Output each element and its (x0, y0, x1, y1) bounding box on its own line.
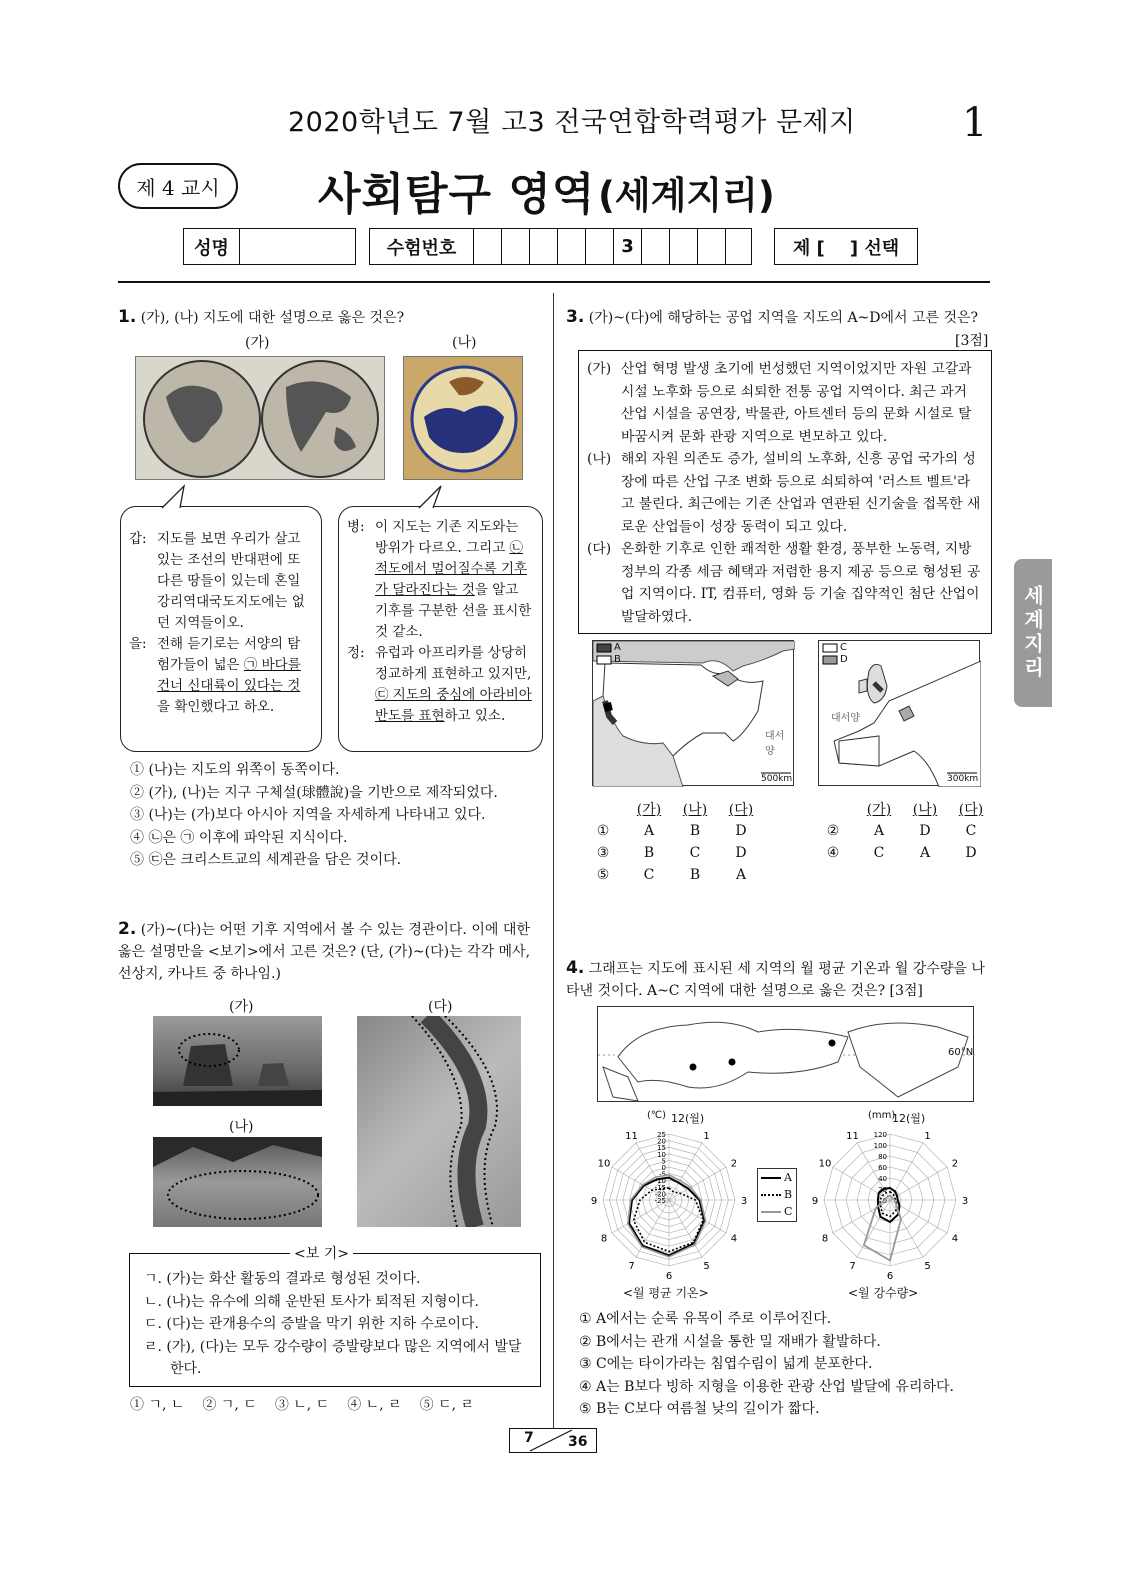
q2-qanat-photo (357, 1016, 521, 1227)
exam-digit-fixed: 3 (614, 229, 642, 264)
q1-option-4[interactable]: ④ ㉡은 ㉠ 이후에 파악된 지식이다. (130, 829, 348, 846)
circular-map-graphic (404, 357, 524, 481)
month-label: 5 (703, 1260, 710, 1272)
answer-cell: A (735, 867, 747, 883)
answer-cell: C (873, 845, 885, 861)
exam-digit-cell[interactable] (474, 229, 502, 264)
legend-b-label: B (614, 654, 621, 665)
q1-options (130, 759, 550, 872)
name-label: 성명 (184, 229, 240, 264)
precip-unit: (mm) (868, 1110, 896, 1121)
col-ga: (가) (866, 802, 892, 818)
q3-option-5[interactable]: ⑤ (596, 867, 610, 883)
exam-digit-cell[interactable] (558, 229, 586, 264)
q3-answer-grid (580, 798, 1000, 886)
q3-europe-map (818, 640, 980, 786)
q4-temp-chart (587, 1108, 757, 1304)
bogi-item-2: ㄴ. (나)는 유수에 의해 운반된 토사가 퇴적된 지형이다. (144, 1293, 479, 1310)
byeong-underlined: ㉡ 적도에서 멀어질수록 기후가 달라진다는 것 (375, 540, 528, 598)
tick-label: -25 (654, 1197, 666, 1205)
q1-option-2[interactable]: ② (가), (나)는 지구 구체설(球體說)을 기반으로 제작되었다. (130, 784, 498, 801)
q3-box-text-na: 해외 자원 의존도 증가, 설비의 노후화, 신흥 공업 국가의 성장에 따른 산업 구조 변화 등으로 쇠퇴하여 '러스트 벨트'라고 불린다. 최근에는 기존 산업과 연관된 신기술을 접목한 새로운 산업들이 성장 동력이 되고 있다. (621, 451, 981, 535)
month-label: 3 (961, 1196, 969, 1207)
radar-spoke (890, 1200, 923, 1257)
tick-label: 5 (661, 1157, 666, 1166)
month-label: 8 (821, 1233, 829, 1245)
month-label: 1 (924, 1131, 931, 1143)
q3-box-text-ga: 산업 혁명 발생 초기에 번성했던 지역이었지만 자원 고갈과 시설 노후화 등으로 쇠퇴한 전통 공업 지역이다. 최근 과거 산업 시설을 공연장, 박물관, 아트센터 등의 문화 시설로 탈바꿈시켜 문화 관광 지역으로 변모하고 있다. (621, 361, 972, 445)
month-label: 7 (849, 1260, 856, 1272)
usa-map-graphic (593, 641, 795, 787)
q3-box-label-da: (다) (587, 541, 612, 557)
q2-option-5[interactable]: ⑤ ㄷ, ㄹ (419, 1397, 475, 1413)
subject-title: 사회탐구 영역 (318, 169, 596, 220)
exam-number-label: 수험번호 (370, 229, 474, 264)
col-da: (다) (728, 802, 754, 818)
month-label: 10 (597, 1158, 611, 1170)
name-field[interactable] (240, 229, 355, 264)
page-indicator (509, 1428, 597, 1453)
europe-ocean-label: 대서양 (831, 713, 860, 724)
q2-options (130, 1394, 474, 1417)
bogi-item-3: ㄷ. (다)는 관개용수의 증발을 막기 위한 지하 수로이다. (144, 1316, 479, 1332)
q1-dialogue-right (338, 506, 543, 752)
exam-digit-cell[interactable] (586, 229, 614, 264)
q3-box-text-da: 온화한 기후로 인한 쾌적한 생활 환경, 풍부한 노동력, 지방 정부의 각종 세금 혜택과 저렴한 용지 제공 등으로 형성된 공업 지역이다. IT, 컴퓨터, 영화 등 기술 집약적인 첨단 산업이 발달하였다. (621, 541, 981, 625)
tick-label: -15 (654, 1183, 666, 1192)
q1-dialogue-left (120, 506, 322, 752)
q4-stem (566, 957, 996, 1002)
bubble-tail-left (160, 484, 190, 510)
legend-b: B (784, 1188, 793, 1201)
tick-label: 40 (878, 1175, 887, 1183)
tick-label: 15 (657, 1144, 666, 1153)
exam-digit-cell[interactable] (670, 229, 698, 264)
answer-cell: D (735, 823, 747, 839)
tick-label: 0 (882, 1197, 887, 1205)
q3-option-4[interactable]: ④ (826, 845, 840, 861)
month-label: 2 (951, 1158, 959, 1170)
q1-circular-map-image (403, 356, 523, 480)
answer-cell: D (919, 823, 931, 839)
temp-top-month: 12(월) (671, 1112, 705, 1125)
q4-world-map (597, 1006, 974, 1102)
tick-label: 100 (873, 1142, 887, 1150)
q4-option-2[interactable]: ② B에서는 관개 시설을 통한 밀 재배가 활발하다. (579, 1333, 881, 1350)
total-pages: 36 (568, 1434, 588, 1450)
eul-text-2: 을 확인했다고 하오. (157, 699, 275, 715)
tick-label: 20 (657, 1137, 666, 1146)
q3-stem-text: (가)~(다)에 해당하는 공업 지역을 지도의 A~D에서 고른 것은? (588, 310, 979, 326)
bubble-tail-right (415, 484, 445, 510)
tick-label: 60 (878, 1164, 887, 1172)
speaker-gap: 갑: (129, 531, 147, 547)
subject-subtitle: (세계지리) (598, 174, 775, 217)
month-label: 6 (665, 1271, 673, 1282)
q2-option-4[interactable]: ④ ㄴ, ㄹ (347, 1397, 402, 1413)
legend-a-line (761, 1177, 781, 1179)
header-rule (118, 281, 990, 283)
q3-option-2[interactable]: ② (826, 823, 840, 839)
legend-b-line (761, 1194, 781, 1196)
legend-c-label: C (840, 642, 847, 653)
q2-option-1[interactable]: ① ㄱ, ㄴ (130, 1397, 185, 1413)
answer-cell: C (965, 823, 977, 839)
answer-cell: D (735, 845, 747, 861)
tick-label: 20 (878, 1186, 887, 1194)
radar-spoke (890, 1167, 947, 1200)
q3-option-3[interactable]: ③ (596, 845, 610, 861)
col-da: (다) (958, 802, 984, 818)
eul-text-1: 전해 듣기로는 서양의 탐험가들이 넓은 (157, 636, 301, 673)
q3-box-label-ga: (가) (587, 361, 612, 377)
answer-cell: B (689, 823, 701, 839)
northern-hemisphere-map-graphic (598, 1007, 975, 1103)
legend-c-line (761, 1211, 781, 1213)
tick-label: 80 (878, 1153, 887, 1161)
q3-points: [3점] (955, 333, 989, 349)
q1-label-ga: (가) (245, 335, 270, 351)
speaker-byeong: 병: (347, 519, 365, 535)
q4-legend (757, 1168, 797, 1222)
col-na: (나) (912, 802, 938, 818)
answer-cell: A (873, 823, 885, 839)
q4-option-3[interactable]: ③ C에는 타이가라는 침엽수림이 넓게 분포한다. (579, 1356, 873, 1372)
answer-cell: B (643, 845, 655, 861)
q1-number: 1. (118, 307, 137, 327)
q4-precip-chart (808, 1108, 978, 1304)
month-label: 5 (924, 1260, 931, 1272)
q1-option-5[interactable]: ⑤ ㉢은 크리스트교의 세계관을 담은 것이다. (130, 852, 402, 868)
col-ga: (가) (636, 802, 662, 818)
exam-number-box (369, 228, 752, 265)
q2-mesa-photo (153, 1016, 322, 1106)
q4-option-5[interactable]: ⑤ B는 C보다 여름철 낮의 길이가 짧다. (579, 1401, 820, 1417)
month-label: 4 (951, 1233, 959, 1245)
temp-radar-svg (587, 1122, 757, 1282)
precip-radar-svg (808, 1122, 978, 1282)
usa-ocean-label: 대서양 (765, 731, 785, 757)
exam-title: 2020학년도 7월 고3 전국연합학력평가 문제지 (288, 107, 856, 138)
month-label: 4 (730, 1233, 738, 1245)
lat-60n-label: 60°N (948, 1047, 974, 1058)
q2-bogi-box (129, 1253, 541, 1387)
q2-stem (118, 918, 543, 985)
current-page: 7 (524, 1430, 534, 1446)
tick-label: -5 (659, 1170, 666, 1179)
tick-label: 0 (661, 1164, 666, 1172)
tick-label: 25 (657, 1131, 666, 1139)
month-label: 1 (703, 1131, 710, 1143)
subject-side-tab: 세계지리 (1014, 559, 1052, 707)
tick-label: 10 (657, 1150, 666, 1159)
answer-cell: A (919, 845, 931, 861)
q2-number: 2. (118, 919, 137, 939)
precip-chart-caption: <월 강수량> (848, 1286, 919, 1300)
eul-underlined: ㉠ 바다를 건너 신대륙이 있다는 것 (157, 657, 301, 694)
q1-stem-text: (가), (나) 지도에 대한 설명으로 옳은 것은? (140, 310, 405, 326)
q2-option-3[interactable]: ③ ㄴ, ㄷ (274, 1397, 330, 1413)
europe-scale: 300km (947, 774, 979, 784)
answer-cell: D (965, 845, 977, 861)
mesa-graphic (153, 1016, 322, 1106)
q3-usa-map (592, 640, 794, 786)
legend-a: A (784, 1171, 792, 1184)
month-label: 9 (590, 1196, 598, 1207)
q2-option-2[interactable]: ② ㄱ, ㄷ (202, 1397, 257, 1413)
exam-digit-cell[interactable] (698, 229, 726, 264)
answer-cell: C (643, 867, 655, 883)
q2-label-ga: (가) (229, 999, 254, 1015)
speaker-eul: 을: (129, 636, 147, 652)
q1-option-1[interactable]: ① (나)는 지도의 위쪽이 동쪽이다. (130, 762, 340, 778)
column-divider (553, 293, 554, 1428)
q4-options (579, 1308, 999, 1421)
choice-box[interactable]: 제 [ ] 선택 (774, 228, 918, 265)
bogi-item-1: ㄱ. (가)는 화산 활동의 결과로 형성된 것이다. (144, 1271, 421, 1287)
name-box (183, 228, 356, 265)
exam-digit-cell[interactable] (530, 229, 558, 264)
col-na: (나) (682, 802, 708, 818)
month-label: 6 (886, 1271, 894, 1282)
legend-a-label: A (614, 642, 621, 653)
legend-c: C (784, 1205, 793, 1218)
q4-stem-text: 그래프는 지도에 표시된 세 지역의 월 평균 기온과 월 강수량을 나타낸 것이다. A~C 지역에 대한 설명으로 옳은 것은? [3점] (566, 961, 985, 999)
tick-label: 120 (873, 1131, 887, 1139)
exam-digit-cell[interactable] (642, 229, 670, 264)
q2-label-na: (나) (229, 1119, 254, 1135)
exam-digit-cell[interactable] (502, 229, 530, 264)
q3-box-label-na: (나) (587, 451, 612, 467)
period-label: 제 4 교시 (136, 175, 220, 200)
qanat-graphic (357, 1016, 521, 1227)
exam-digit-cell[interactable] (726, 229, 751, 264)
month-label: 2 (730, 1158, 738, 1170)
q1-world-map-image (135, 356, 385, 480)
bogi-item-4: ㄹ. (가), (다)는 모두 강수량이 증발량보다 많은 지역에서 발달한다. (144, 1338, 522, 1377)
radar-spoke (857, 1200, 890, 1257)
jeong-text-1: 유럽과 아프리카를 상당히 정교하게 표현하고 있지만, (375, 645, 532, 682)
q3-description-box (578, 350, 992, 634)
alluvial-fan-graphic (153, 1137, 322, 1227)
tick-label: -20 (654, 1190, 666, 1199)
q2-stem-text: (가)~(다)는 어떤 기후 지역에서 볼 수 있는 경관이다. 이에 대한 옳은 설명만을 <보기>에서 고른 것은? (단, (가)~(다)는 각각 메사, 선상지, 카나트 중 하나임.) (118, 922, 531, 982)
usa-scale: 500km (761, 774, 793, 784)
q3-stem (566, 306, 996, 329)
q4-number: 4. (566, 958, 585, 978)
q4-option-1[interactable]: ① A에서는 순록 유목이 주로 이루어진다. (579, 1311, 832, 1327)
month-label: 11 (625, 1131, 638, 1143)
month-label: 3 (740, 1196, 748, 1207)
tick-label: -10 (654, 1177, 666, 1186)
month-label: 8 (600, 1233, 608, 1245)
period-badge (118, 163, 238, 209)
jeong-underlined: ㉢ 지도의 중심에 아라비아 반도를 표현 (375, 687, 532, 724)
month-label: 9 (811, 1196, 819, 1207)
q3-number: 3. (566, 307, 585, 327)
byeong-text-2: 을 알고 기후를 구분한 선을 표시한 것 같소. (375, 582, 532, 640)
q1-stem (118, 306, 548, 329)
answer-cell: A (643, 823, 655, 839)
hemisphere-map-graphic (136, 357, 386, 481)
legend-d-label: D (840, 654, 848, 665)
month-label: 7 (628, 1260, 635, 1272)
answer-cell: B (689, 867, 701, 883)
q1-option-3[interactable]: ③ (나)는 (가)보다 아시아 지역을 자세하게 나타내고 있다. (130, 807, 486, 823)
byeong-text-1: 이 지도는 기존 지도와는 방위가 다르오. 그리고 (375, 519, 519, 556)
q3-option-1[interactable]: ① (596, 823, 610, 839)
page-number: 1 (962, 100, 988, 146)
q2-label-da: (다) (428, 999, 453, 1015)
q3-answer-table (580, 798, 994, 886)
gap-text: 지도를 보면 우리가 살고 있는 조선의 반대편에 또 다른 땅들이 있는데 혼일강리역대국도지도에는 없던 지역들이오. (157, 531, 305, 631)
month-label: 10 (818, 1158, 832, 1170)
q2-bogi-title: <보 기> (290, 1243, 353, 1265)
q1-label-na: (나) (452, 335, 477, 351)
jeong-text-2: 하고 있소. (444, 708, 506, 724)
temp-chart-caption: <월 평균 기온> (623, 1286, 709, 1300)
temp-unit: (℃) (647, 1110, 667, 1121)
precip-top-month: 12(월) (892, 1112, 926, 1125)
month-label: 11 (846, 1131, 859, 1143)
speaker-jeong: 정: (347, 645, 365, 661)
answer-cell: C (689, 845, 701, 861)
q2-alluvial-fan-photo (153, 1137, 322, 1227)
q4-option-4[interactable]: ④ A는 B보다 빙하 지형을 이용한 관광 산업 발달에 유리하다. (579, 1378, 954, 1395)
